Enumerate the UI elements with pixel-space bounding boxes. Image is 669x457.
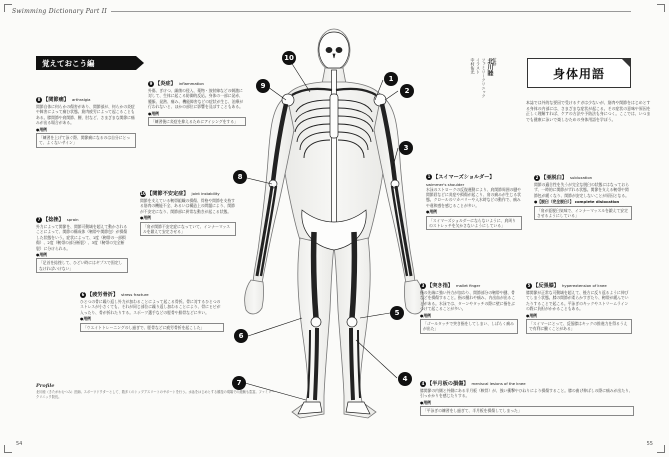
entry-english: inflammation: [178, 81, 204, 86]
entry-title: 【炎症】: [155, 81, 176, 87]
entry-title: 【亜脱臼】: [541, 175, 567, 181]
callout-8: 8: [233, 170, 247, 184]
entry-sub: ●用例: [148, 110, 159, 116]
profile-text: 北川睦（きたがわむつみ）医師。スポーツドクターとして、数多くのトップアスリートのサポートを行う。水泳をはじめとする競技の現場での経験も豊富。ファミリークリニック院長。: [36, 390, 275, 399]
entry-sub: ●用例: [80, 316, 91, 322]
entry-body: 関節の適合性を失うが完全な脱臼の状態にはなっておらず、一時的に関節がずれる状態。関節を支える靭帯や関節包が緩くなり、関節が安定しないことが原因となる。: [534, 182, 629, 198]
profile-block: [36, 383, 276, 399]
entry-title: 【突き指】: [427, 283, 453, 289]
entry-sub: ●用例: [420, 312, 431, 318]
entry-title: 【疲労骨折】: [87, 292, 119, 298]
entry-example: 「スイマーにとって、反張膝はキックの推進力を得るうえで有利に働くことがある」: [526, 319, 632, 334]
entry-swimmers-shoulder: [426, 174, 522, 230]
entry-english: arthralgia: [71, 97, 91, 102]
profile-label: Profile: [36, 383, 55, 389]
entry-english: meniscal lesions of the knee: [471, 381, 526, 386]
entry-sub: ●用例: [36, 252, 47, 258]
callout-1: 1: [384, 72, 398, 86]
entry-body: 関節を支えている靭帯組織の損傷、骨格や関節を支持する筋肉の機能不全、あるいは構造上の問題により、関節が不安定になり、関節部に異常な動きが起こる状態。: [140, 198, 235, 214]
callout-3: 3: [399, 141, 413, 155]
callout-5: 5: [390, 306, 404, 320]
entry-example: 「練習を上げて泳ぐ際、関節痛になるのは自分にとって、よくないサイン」: [36, 133, 136, 148]
skeleton-bones: [257, 32, 411, 414]
entry-joint-instability: [140, 190, 236, 236]
entry-body: 指の先端に強い外力が加わり、関節部分の靭帯や腱、骨などを損傷すること。指の腫れや痛み、内出血が出ることがある。水泳では、ターンやタッチの際に壁に指をぶつけて起こることが多い。: [420, 290, 516, 312]
entry-english: joint instability: [191, 191, 220, 196]
entry-title: 【関節痛】: [43, 97, 69, 103]
entry-title: 【スイマーズショルダー】: [433, 174, 495, 181]
entry-number: 4: [421, 380, 425, 386]
entry-title: 【捻挫】: [43, 217, 64, 223]
entry-hyperextension-knee: [526, 282, 632, 334]
credit-name-1: 北川睦: [486, 58, 493, 76]
callout-9: 9: [256, 79, 270, 93]
entry-number: 6: [81, 291, 85, 297]
section-tab: 覚えておこう編: [36, 56, 136, 70]
folio-left: 54: [16, 441, 23, 447]
entry-number: 8: [37, 96, 41, 102]
entry-arthralgia: [36, 96, 136, 148]
title-box: [527, 58, 631, 88]
entry-number: 1: [427, 174, 431, 179]
credit-name-2: 中村佑光: [470, 58, 476, 74]
entry-example: 「ゴールタッチで突き指をしてしまい、しばらく痛みが出た」: [420, 319, 518, 334]
entry-example: 「練習後に炎症を抑えるためにアイシングをする」: [148, 117, 246, 126]
entry-body: 膝関節が正常な可動域を超えて、後方に反り返るように伸びてしまう状態。膝の関節が柔らかすぎたり、靭帯が緩んでいたりすることで起こる。平泳ぎのキックやストリームラインの際に負担がかかることもある。: [526, 290, 629, 312]
entry-english: swimmer's shoulder: [426, 181, 465, 187]
entry-example: 「平泳ぎの練習をし過ぎて、半月板を損傷してしまった」: [420, 406, 634, 415]
page-title: 身体用語: [552, 67, 605, 81]
entry-english: stress fracture: [121, 292, 149, 297]
credit-role-1: 監修: [492, 58, 498, 66]
entry-example: 「肩が関節不安定症になっていて、インナーマッスルを鍛えて安定させる」: [140, 222, 236, 237]
entry-example: 「足首を捻挫して、ひどい時にはギプスで固定しなければいけない」: [36, 258, 128, 273]
entry-example: 「ウエイトトレーニングのし過ぎで、脛骨などに疲労骨折を起こした」: [80, 323, 224, 332]
entry-mallet-finger: [420, 282, 518, 334]
entry-sub: ●用例: [36, 126, 47, 132]
entry-example: 「肩が亜脱臼気味で、インナーマッスルを鍛えて安定させるようにしている」: [534, 206, 632, 221]
entry-meniscus: [420, 380, 634, 416]
entry-title: 【反張膝】: [533, 283, 559, 289]
callout-10: 10: [282, 51, 296, 65]
entry-sub: ●用例: [526, 312, 537, 318]
entry-sprain: [36, 216, 128, 273]
entry-body: 関節自体に何らかの傷害があり、関節部が、何らかの炎症や障害によって痛む状態。筋肉疲労によって起こることもある。膝関節や肩関節、腰、肘など、さまざまな関節に痛みが出る場合がある。: [36, 104, 135, 126]
entry-english: mallet finger: [455, 283, 481, 288]
entry-english: hyperextension of knee: [561, 283, 607, 288]
entry-title: 【関節不安定症】: [147, 191, 189, 197]
entry-body: 外傷、ぎけつ、細菌の侵入、薬物・放射線などの刺激に対して、生体に起こる防御的反応。身体の一部に発赤、腫脹、発熱、痛み、機能障害などの症状が生じ、治療が行われないと、ほかの部位に影響を及ぼすこともある。: [148, 88, 244, 110]
callout-2: 2: [400, 84, 414, 98]
credits: [470, 58, 498, 114]
entry-sub: ●【脱臼（完全脱臼）】 complete dislocation: [534, 199, 620, 205]
entry-number: 10: [140, 190, 146, 196]
entry-stress-fracture: [80, 291, 224, 332]
entry-sub: ●用例: [426, 209, 437, 215]
callout-4: 4: [398, 372, 412, 386]
entry-title: 【半月板の損傷】: [427, 381, 469, 387]
entry-inflammation: [148, 80, 246, 126]
entry-body: ひとつの骨に繰り返し外力が加わることによって起こる骨折。骨に対するひとつのストレスが小さくても、それが同じ部位に繰り返し加わることにより、骨にヒビが入ったり、骨が折れたりする。スポーツ選手などの脛骨や腓骨などに多い。: [80, 299, 221, 315]
running-head-text: Swimming Dictionary Part II: [12, 8, 108, 15]
entry-example: 「スイマーズショルダーにならないように、肩周りのストレッチを欠かさないようにしている」: [426, 216, 522, 231]
entry-number: 5: [527, 282, 531, 288]
entry-number: 9: [149, 80, 153, 86]
entry-number: 3: [421, 282, 425, 288]
entry-subluxation: [534, 174, 632, 220]
credit-role-2: イラスト: [476, 58, 481, 74]
folio-right: 55: [646, 441, 653, 447]
entry-number: 7: [37, 216, 41, 222]
entry-body: 外力によって関節を、関節可動域を超えて動かされることによって、関節の構成体（靭帯や関節包）が損傷した状態をいう。症状によって、1度（靭帯の一部損傷）、2度（靭帯の部分断裂）、3度（靭帯の完全断裂）に分けられる。: [36, 224, 128, 251]
credit-affil-1: ファミリークリニック: [481, 58, 487, 98]
entry-sub: ●用例: [420, 399, 431, 405]
callout-7: 7: [232, 376, 246, 390]
entry-english: sprain: [66, 217, 79, 222]
entry-sub: ●用例: [140, 215, 151, 221]
entry-body: 膝関節の内側と外側にある半月板（軟骨）が、強い衝撃やひねりにより損傷すること。膝の曲げ伸ばしの際に痛みが出たり、引っかかりを感じたりする。: [420, 388, 633, 399]
intro-text: 本誌では外的な要因で受けるケガは少ないが、筋肉や関節をはじめとする身体の内部には、さまざまな症状が起こる。その症状の意味や原因を正しく理解すれば、ケアの方法や予防法も身につく。ここでは、いつまでも健康に泳いで楽しむための身体用語を学ぼう。: [526, 100, 651, 122]
entry-english: subluxation: [569, 175, 593, 180]
callout-6: 6: [234, 329, 248, 343]
entry-number: 2: [535, 174, 539, 180]
entry-body: 水泳のストロークの反復運動により、肩関節周囲の腱や関節唇などに炎症や損傷が起こり、肩の痛みが生じる状態。クロールのリカバリーや入水時などの動作で、痛みや違和感を感じることが多い。: [426, 186, 521, 208]
